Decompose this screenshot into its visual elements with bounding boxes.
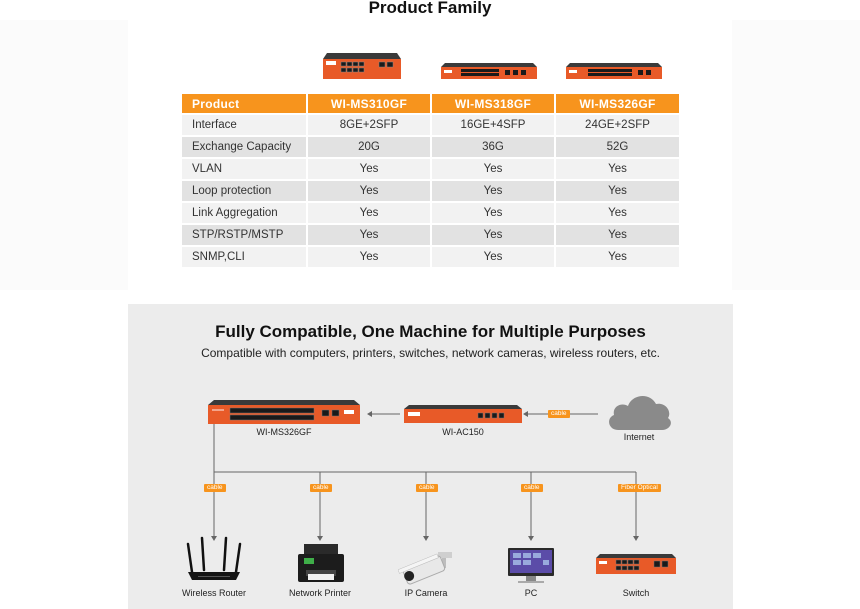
- cable-tag-router: cable: [204, 484, 226, 492]
- endpoint-label-switch: Switch: [622, 588, 650, 598]
- table-cell: 8GE+2SFP: [306, 115, 430, 135]
- cable-tag-pc: cable: [521, 484, 543, 492]
- row-label: Interface: [182, 115, 306, 135]
- ac-controller-label: WI-AC150: [442, 427, 484, 437]
- endpoint-label-camera: IP Camera: [404, 588, 448, 598]
- table-cell: Yes: [430, 247, 554, 267]
- table-row: [182, 225, 679, 245]
- wireless-router-icon: [184, 536, 244, 582]
- table-cell: Yes: [430, 159, 554, 179]
- table-cell: Yes: [306, 247, 430, 267]
- pc-monitor-icon: [506, 548, 556, 584]
- table-cell: 52G: [554, 137, 679, 157]
- table-cell: Yes: [430, 203, 554, 223]
- table-cell: Yes: [306, 181, 430, 201]
- table-header-row: [182, 94, 679, 113]
- main-switch-label: WI-MS326GF: [256, 427, 312, 437]
- column-header: WI-MS326GF: [554, 94, 679, 113]
- compatibility-section: [128, 304, 733, 609]
- table-cell: Yes: [306, 225, 430, 245]
- table-cell: Yes: [430, 225, 554, 245]
- row-label: SNMP,CLI: [182, 247, 306, 267]
- table-cell: Yes: [306, 203, 430, 223]
- table-cell: Yes: [554, 181, 679, 201]
- cable-tag-switch: Fiber Optical: [618, 484, 661, 492]
- table-row: [182, 137, 679, 157]
- main-switch-image: [208, 400, 360, 424]
- endpoint-label-router: Wireless Router: [181, 588, 246, 598]
- row-label: Exchange Capacity: [182, 137, 306, 157]
- column-header: Product: [182, 94, 306, 113]
- row-label: Loop protection: [182, 181, 306, 201]
- ac-controller-image: [404, 405, 522, 423]
- product-image-ms318gf: [441, 63, 537, 79]
- right-margin-shade: [732, 20, 860, 290]
- product-spec-table: [182, 92, 679, 269]
- cable-tag-camera: cable: [416, 484, 438, 492]
- compat-subtitle: Compatible with computers, printers, switches, network cameras, wireless routers, etc.: [201, 346, 660, 360]
- compat-title: Fully Compatible, One Machine for Multiple Purposes: [215, 322, 646, 341]
- row-label: Link Aggregation: [182, 203, 306, 223]
- table-cell: Yes: [554, 203, 679, 223]
- table-cell: 24GE+2SFP: [554, 115, 679, 135]
- switch-icon: [596, 554, 676, 574]
- table-row: [182, 203, 679, 223]
- printer-icon: [298, 544, 344, 584]
- table-cell: Yes: [554, 247, 679, 267]
- column-header: WI-MS318GF: [430, 94, 554, 113]
- ip-camera-icon: [398, 550, 454, 586]
- cable-tag-printer: cable: [310, 484, 332, 492]
- table-cell: Yes: [554, 225, 679, 245]
- table-row: [182, 115, 679, 135]
- table-cell: Yes: [430, 181, 554, 201]
- row-label: VLAN: [182, 159, 306, 179]
- product-family-title: Product Family: [368, 0, 492, 17]
- cloud-icon: [604, 388, 674, 432]
- left-margin-shade: [0, 20, 128, 290]
- product-image-ms310gf: [323, 53, 401, 79]
- table-row: [182, 159, 679, 179]
- row-label: STP/RSTP/MSTP: [182, 225, 306, 245]
- cloud-label: Internet: [623, 432, 655, 442]
- table-row: [182, 247, 679, 267]
- endpoint-label-pc: PC: [524, 588, 538, 598]
- product-image-ms326gf: [566, 63, 662, 79]
- table-row: [182, 181, 679, 201]
- column-header: WI-MS310GF: [306, 94, 430, 113]
- cable-tag-internet: cable: [548, 410, 570, 418]
- table-cell: 36G: [430, 137, 554, 157]
- table-cell: 20G: [306, 137, 430, 157]
- table-cell: Yes: [306, 159, 430, 179]
- table-cell: Yes: [554, 159, 679, 179]
- table-cell: 16GE+4SFP: [430, 115, 554, 135]
- endpoint-label-printer: Network Printer: [288, 588, 351, 598]
